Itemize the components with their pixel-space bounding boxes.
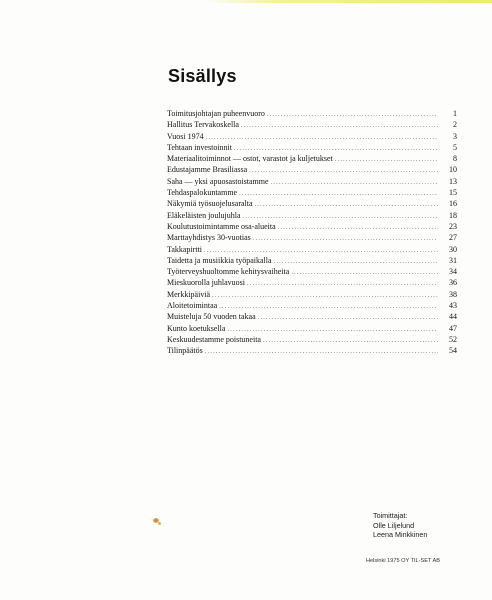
toc-dot-leader — [263, 336, 438, 347]
toc-entry-page: 1 — [453, 109, 457, 118]
toc-entry — [167, 266, 457, 277]
editors-label: Toimittajat: — [373, 511, 408, 520]
toc-entry — [167, 142, 457, 153]
toc-entry — [167, 119, 457, 130]
toc-entry-page: 23 — [449, 221, 457, 231]
toc-entry-page: 10 — [449, 165, 457, 175]
toc-entry-title: Tehdaspalokuntamme — [167, 188, 238, 198]
toc-entry-title: Taidetta ja musiikkia työpaikalla — [167, 255, 272, 265]
toc-entry-title: Takkapirtti — [167, 244, 202, 254]
toc-entry-title: Hallitus Tervakoskella — [167, 120, 239, 130]
toc-entry — [167, 153, 457, 164]
editor-name: Olle Liljelund — [373, 520, 415, 530]
toc-entry-page: 43 — [449, 301, 457, 311]
table-of-contents — [167, 108, 457, 357]
toc-entry-page: 47 — [449, 323, 457, 333]
toc-entry-page: 38 — [449, 289, 457, 299]
toc-entry-page: 5 — [453, 142, 457, 152]
toc-dot-leader — [267, 110, 438, 121]
toc-entry-page: 36 — [449, 278, 457, 288]
editor-name: Leena Minkkinen — [373, 530, 428, 540]
toc-entry-title: Mieskuorolla juhlavuosi — [167, 278, 245, 288]
page-edge-stripe — [205, 0, 492, 3]
toc-entry — [167, 277, 457, 288]
toc-entry-page: 13 — [449, 176, 457, 186]
toc-dot-leader — [247, 279, 438, 290]
toc-dot-leader — [255, 200, 438, 211]
toc-entry — [167, 300, 457, 311]
toc-entry-title: Edustajamme Brasiliassa — [167, 165, 248, 175]
toc-entry — [167, 221, 457, 232]
toc-entry — [167, 255, 457, 266]
toc-entry-title: Työterveyshuoltomme kehitysvaiheita — [167, 267, 290, 277]
imprint-line: Helsinki 1975 OY TIL-SET AB — [366, 558, 440, 564]
toc-entry-page: 31 — [449, 255, 457, 265]
toc-entry — [167, 244, 457, 255]
toc-entry — [167, 311, 457, 322]
toc-entry — [167, 198, 457, 209]
toc-dot-leader — [258, 313, 438, 324]
toc-entry-page: 27 — [449, 233, 457, 243]
toc-entry-title: Aloitetoimintaa — [167, 301, 218, 311]
toc-dot-leader — [291, 268, 438, 279]
toc-entry-title: Toimitusjohtajan puheenvuoro — [167, 109, 265, 118]
toc-entry-title: Saha — yksi apuosastoistamme — [167, 176, 269, 186]
toc-dot-leader — [278, 223, 438, 234]
toc-entry — [167, 131, 457, 142]
toc-entry — [167, 323, 457, 334]
toc-entry-page: 30 — [449, 244, 457, 254]
toc-dot-leader — [239, 189, 438, 200]
toc-entry-page: 44 — [449, 312, 457, 322]
toc-dot-leader — [206, 133, 438, 144]
toc-entry-title: Muisteluja 50 vuoden takaa — [167, 312, 256, 322]
toc-entry-page: 54 — [449, 346, 457, 356]
toc-entry-title: Koulutustoimintamme osa-alueita — [167, 221, 276, 231]
toc-entry-page: 34 — [449, 267, 457, 277]
toc-dot-leader — [205, 347, 438, 358]
toc-entry-title: Tilinpäätös — [167, 346, 203, 356]
toc-entry-title: Materiaalitoiminnot — ostot, varastot ja kuljetukset — [167, 154, 333, 164]
toc-dot-leader — [212, 291, 438, 302]
paper-stain-small — [158, 522, 161, 525]
toc-entry-page: 2 — [453, 120, 457, 130]
toc-entry — [167, 108, 457, 119]
editors-block — [373, 511, 427, 540]
toc-entry — [167, 345, 457, 356]
toc-entry-title: Kunto koetuksella — [167, 323, 226, 333]
toc-entry-page: 8 — [453, 154, 457, 164]
toc-entry-title: Marttayhdistys 30-vuotias — [167, 233, 251, 243]
toc-dot-leader — [253, 234, 438, 245]
toc-entry-title: Keskuudestamme poistuneita — [167, 334, 261, 344]
toc-dot-leader — [335, 155, 438, 166]
toc-entry-page: 3 — [453, 131, 457, 141]
toc-entry — [167, 164, 457, 175]
toc-entry-page: 18 — [449, 210, 457, 220]
toc-dot-leader — [249, 166, 438, 177]
toc-entry-title: Tehtaan investoinnit — [167, 142, 232, 152]
toc-entry — [167, 232, 457, 243]
toc-entry-title: Näkymiä työsuojelusaralta — [167, 199, 253, 209]
toc-entry — [167, 334, 457, 345]
toc-entry-title: Vuosi 1974 — [167, 131, 204, 141]
toc-entry-page: 15 — [449, 188, 457, 198]
toc-entry-title: Eläkeläisten joulujuhla — [167, 210, 241, 220]
toc-entry — [167, 289, 457, 300]
toc-entry-page: 16 — [449, 199, 457, 209]
toc-entry-page: 52 — [449, 334, 457, 344]
toc-entry-title: Merkkipäiviä — [167, 289, 211, 299]
toc-dot-leader — [271, 178, 438, 189]
page-title: Sisällys — [168, 66, 237, 86]
toc-entry — [167, 210, 457, 221]
toc-dot-leader — [241, 121, 438, 132]
toc-entry — [167, 187, 457, 198]
toc-entry — [167, 176, 457, 187]
toc-dot-leader — [274, 257, 438, 268]
